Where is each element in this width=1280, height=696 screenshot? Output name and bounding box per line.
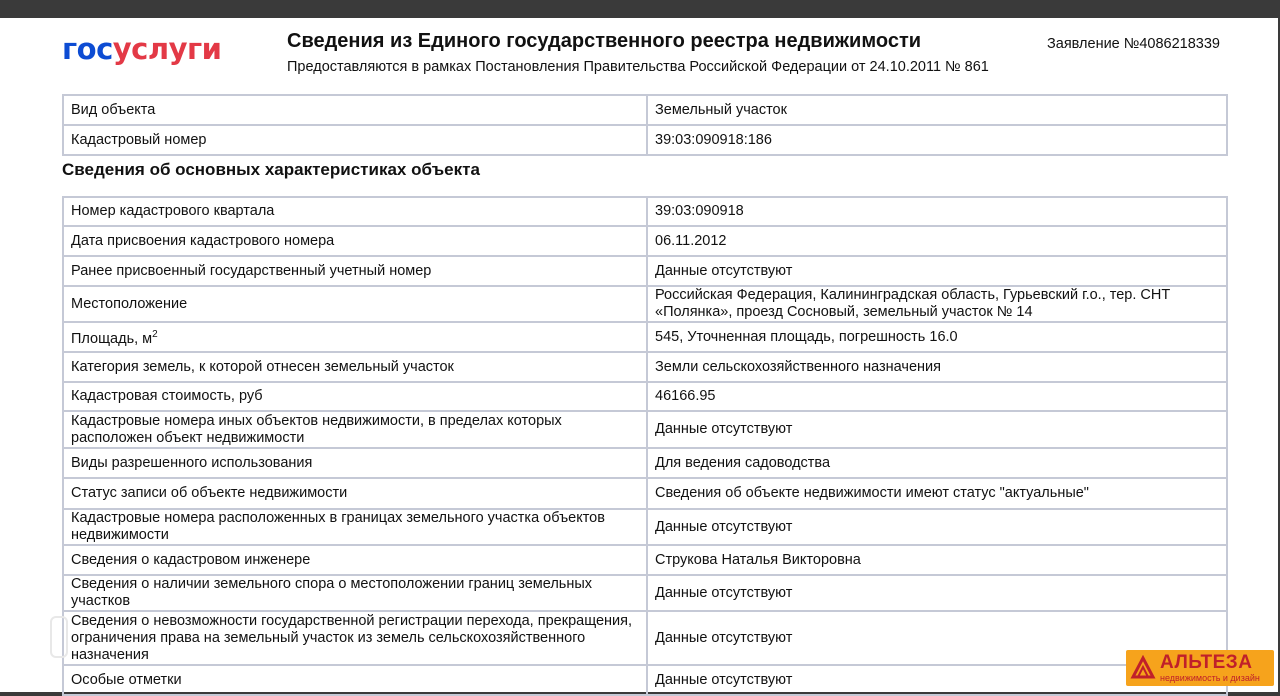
altesa-logo-icon	[1130, 655, 1156, 681]
row-value: 46166.95	[647, 382, 1227, 411]
faint-scroll-artifact	[50, 616, 68, 658]
table-row	[63, 256, 1227, 286]
row-label: Особые отметки	[63, 665, 647, 695]
row-label: Кадастровые номера иных объектов недвижимости, в пределах которых расположен объект недвижимости	[63, 411, 647, 448]
table-row	[63, 125, 1227, 155]
row-label	[63, 322, 647, 352]
table-row	[63, 509, 1227, 545]
table-row	[63, 545, 1227, 575]
row-label: Сведения о невозможности государственной регистрации перехода, прекращения, ограничения права на земельный участок из земель сельскохозяйственного назначения	[63, 611, 647, 665]
request-number: Заявление №4086218339	[1047, 36, 1220, 52]
table-row	[63, 665, 1227, 695]
row-value: 39:03:090918:186	[647, 125, 1227, 155]
characteristics-table	[62, 196, 1228, 696]
table-row	[63, 411, 1227, 448]
row-value: Данные отсутствуют	[647, 256, 1227, 286]
row-value: Для ведения садоводства	[647, 448, 1227, 478]
row-label: Сведения о кадастровом инженере	[63, 545, 647, 575]
logo-part-gos: гос	[62, 32, 113, 66]
row-label: Дата присвоения кадастрового номера	[63, 226, 647, 256]
table-row	[63, 611, 1227, 665]
row-value: Струкова Наталья Викторовна	[647, 545, 1227, 575]
row-label: Ранее присвоенный государственный учетный номер	[63, 256, 647, 286]
row-label: Кадастровая стоимость, руб	[63, 382, 647, 411]
row-value: Данные отсутствуют	[647, 509, 1227, 545]
table-row	[63, 226, 1227, 256]
area-label-superscript: 2	[152, 329, 158, 341]
row-label: Кадастровый номер	[63, 125, 647, 155]
area-label-text: Площадь, м	[71, 330, 153, 347]
row-value: Данные отсутствуют	[647, 411, 1227, 448]
row-value: Российская Федерация, Калининградская область, Гурьевский г.о., тер. СНТ «Полянка», проезд Сосновый, земельный участок № 14	[647, 286, 1227, 322]
logo-part-uslugi: услуги	[112, 32, 222, 66]
document-title: Сведения из Единого государственного реестра недвижимости	[287, 30, 922, 52]
table-row	[63, 478, 1227, 509]
row-label: Номер кадастрового квартала	[63, 197, 647, 226]
row-value: Данные отсутствуют	[647, 575, 1227, 611]
table-row	[63, 575, 1227, 611]
row-value: Данные отсутствуют	[647, 665, 1227, 695]
gosuslugi-logo[interactable]	[62, 32, 221, 66]
altesa-watermark	[1126, 650, 1274, 686]
document-subtitle: Предоставляются в рамках Постановления Правительства Российской Федерации от 24.10.2011 № 861	[287, 59, 989, 75]
row-label: Сведения о наличии земельного спора о местоположении границ земельных участков	[63, 575, 647, 611]
row-value: Земельный участок	[647, 95, 1227, 125]
row-label: Виды разрешенного использования	[63, 448, 647, 478]
row-label: Категория земель, к которой отнесен земельный участок	[63, 352, 647, 382]
table-row	[63, 382, 1227, 411]
row-value: 06.11.2012	[647, 226, 1227, 256]
table-row	[63, 448, 1227, 478]
row-value: 39:03:090918	[647, 197, 1227, 226]
row-label: Кадастровые номера расположенных в границах земельного участка объектов недвижимости	[63, 509, 647, 545]
watermark-tagline: недвижимость и дизайн	[1160, 673, 1260, 683]
row-label: Вид объекта	[63, 95, 647, 125]
table-row	[63, 352, 1227, 382]
table-row	[63, 95, 1227, 125]
table-row	[63, 286, 1227, 322]
row-value: Данные отсутствуют	[647, 611, 1227, 665]
document-page	[0, 18, 1278, 692]
object-table	[62, 94, 1228, 156]
table-row	[63, 322, 1227, 352]
row-label: Статус записи об объекте недвижимости	[63, 478, 647, 509]
section-title: Сведения об основных характеристиках объекта	[62, 160, 480, 179]
row-value: Сведения об объекте недвижимости имеют статус "актуальные"	[647, 478, 1227, 509]
table-row	[63, 197, 1227, 226]
row-value: 545, Уточненная площадь, погрешность 16.0	[647, 322, 1227, 352]
row-label: Местоположение	[63, 286, 647, 322]
row-value: Земли сельскохозяйственного назначения	[647, 352, 1227, 382]
watermark-name: АЛЬТЕЗА	[1160, 652, 1253, 673]
